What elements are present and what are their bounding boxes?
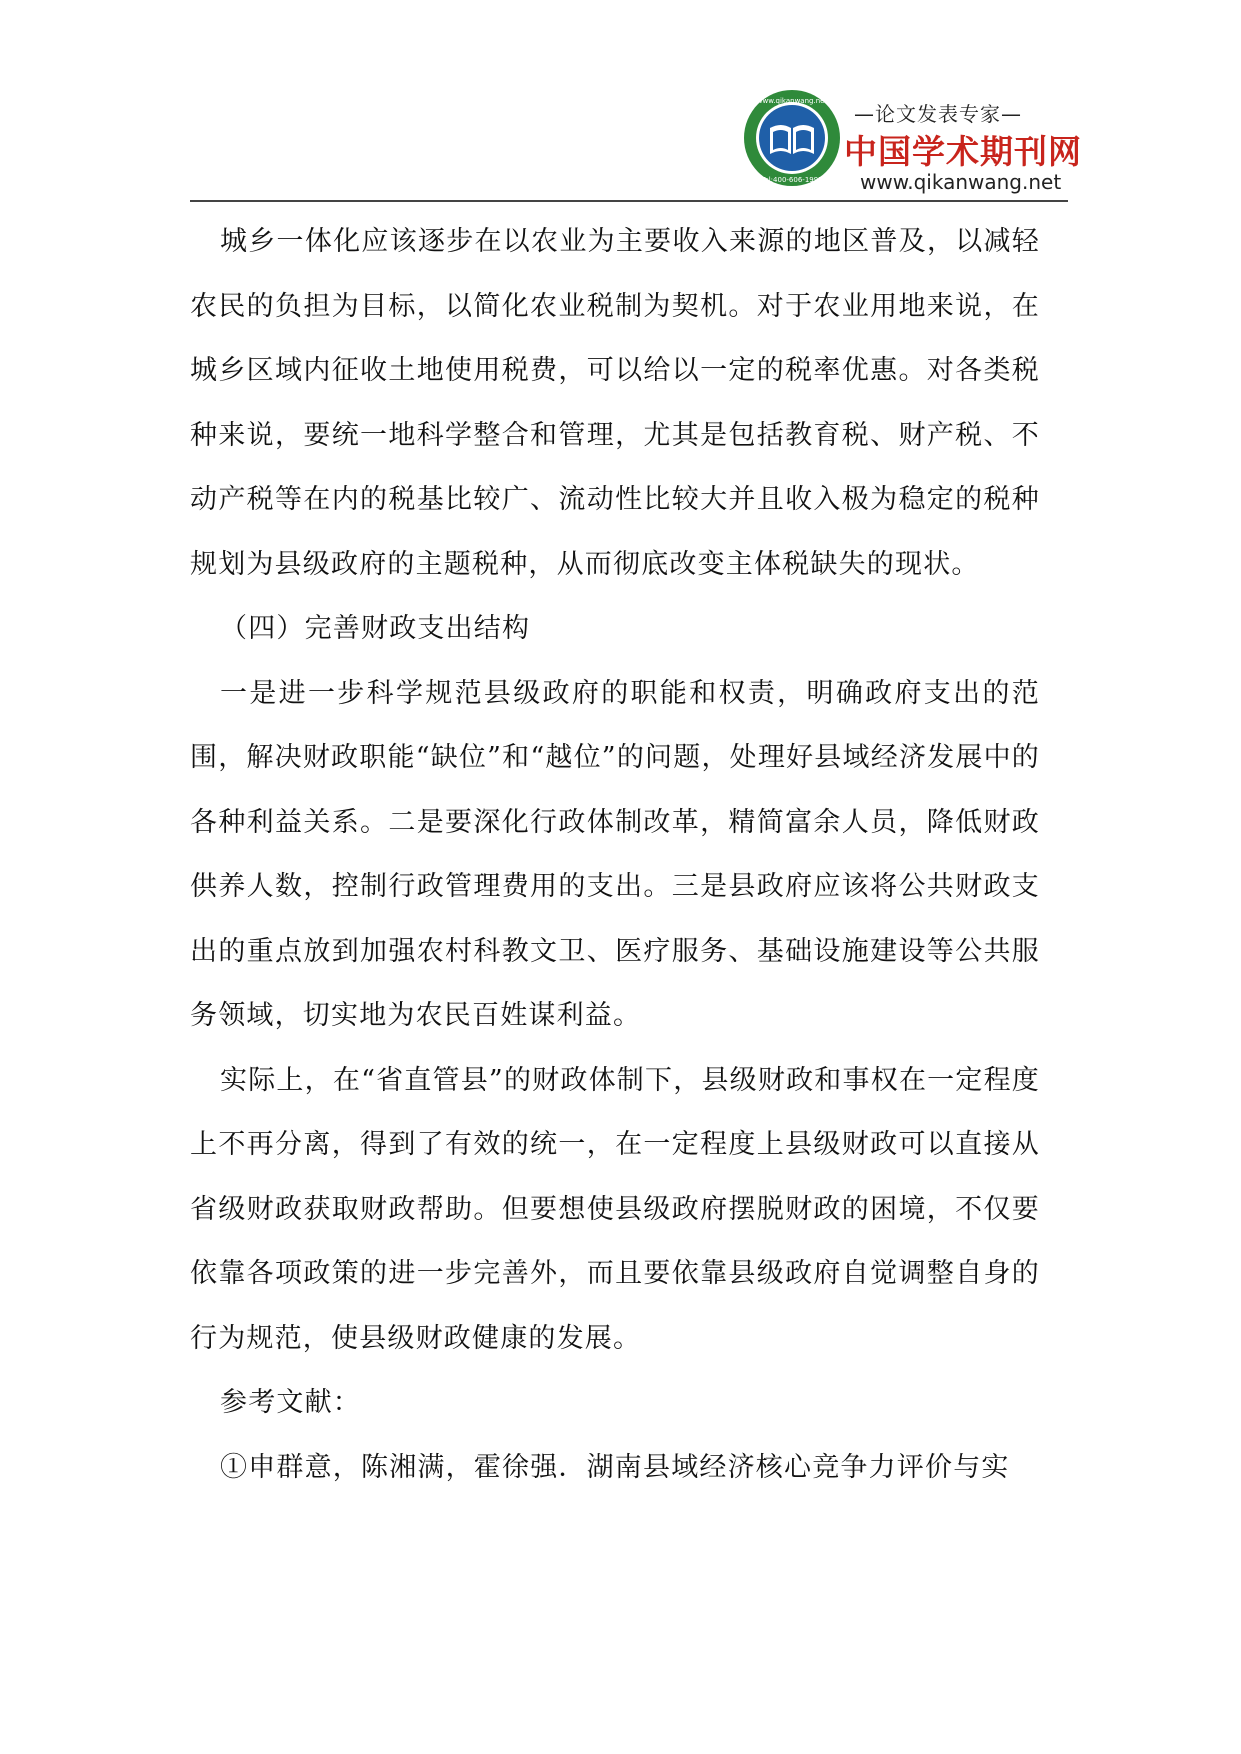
paragraph-urban-rural: 城乡一体化应该逐步在以农业为主要收入来源的地区普及，以减轻农民的负担为目标，以简化农业税制为契机。对于农业用地来说，在城乡区域内征收土地使用税费，可以给以一定的税率优惠。对各类税种来说，要统一地科学整合和管理，尤其是包括教育税、财产税、不动产税等在内的税基比较广、流动性比较大并且收入极为稳定的税种规划为县级政府的主题税种，从而彻底改变主体税缺失的现状。 <box>190 226 1040 580</box>
header-divider <box>190 200 1068 202</box>
site-logo <box>742 88 1082 196</box>
logo-url: www.qikanwang.net <box>860 170 1062 194</box>
seal-logo-icon <box>742 88 842 188</box>
paragraph-province-county: 实际上，在“省直管县”的财政体制下，县级财政和事权在一定程度上不再分离，得到了有效的统一，在一定程度上县级财政可以直接从省级财政获取财政帮助。但要想使县级政府摆脱财政的困境，不仅要依靠各项政策的进一步完善外，而且要依靠县级政府自觉调整自身的行为规范，使县级财政健康的发展。 <box>190 1064 1040 1354</box>
reference-item-1: ①申群意，陈湘满，霍徐强．湖南县域经济核心竞争力评价与实 <box>220 1451 1010 1483</box>
references-heading: 参考文献： <box>220 1387 361 1418</box>
logo-site-name: 中国学术期刊网 <box>844 132 1082 171</box>
document-body <box>190 210 1040 1500</box>
svg-text:www.qikanwang.net: www.qikanwang.net <box>756 97 828 105</box>
paragraph-government-functions: 一是进一步科学规范县级政府的职能和权责，明确政府支出的范围，解决财政职能“缺位”和“越位”的问题，处理好县域经济发展中的各种利益关系。二是要深化行政体制改革，精简富余人员，降低财政供养人数，控制行政管理费用的支出。三是县政府应该将公共财政支出的重点放到加强农村科教文卫、医疗服务、基础设施建设等公共服务领域，切实地为农民百姓谋利益。 <box>190 677 1040 1031</box>
section-heading-4: （四）完善财政支出结构 <box>220 613 531 644</box>
svg-text:Tel:400-606-1997: Tel:400-606-1997 <box>761 176 823 184</box>
logo-tagline: —论文发表专家— <box>854 102 1022 126</box>
